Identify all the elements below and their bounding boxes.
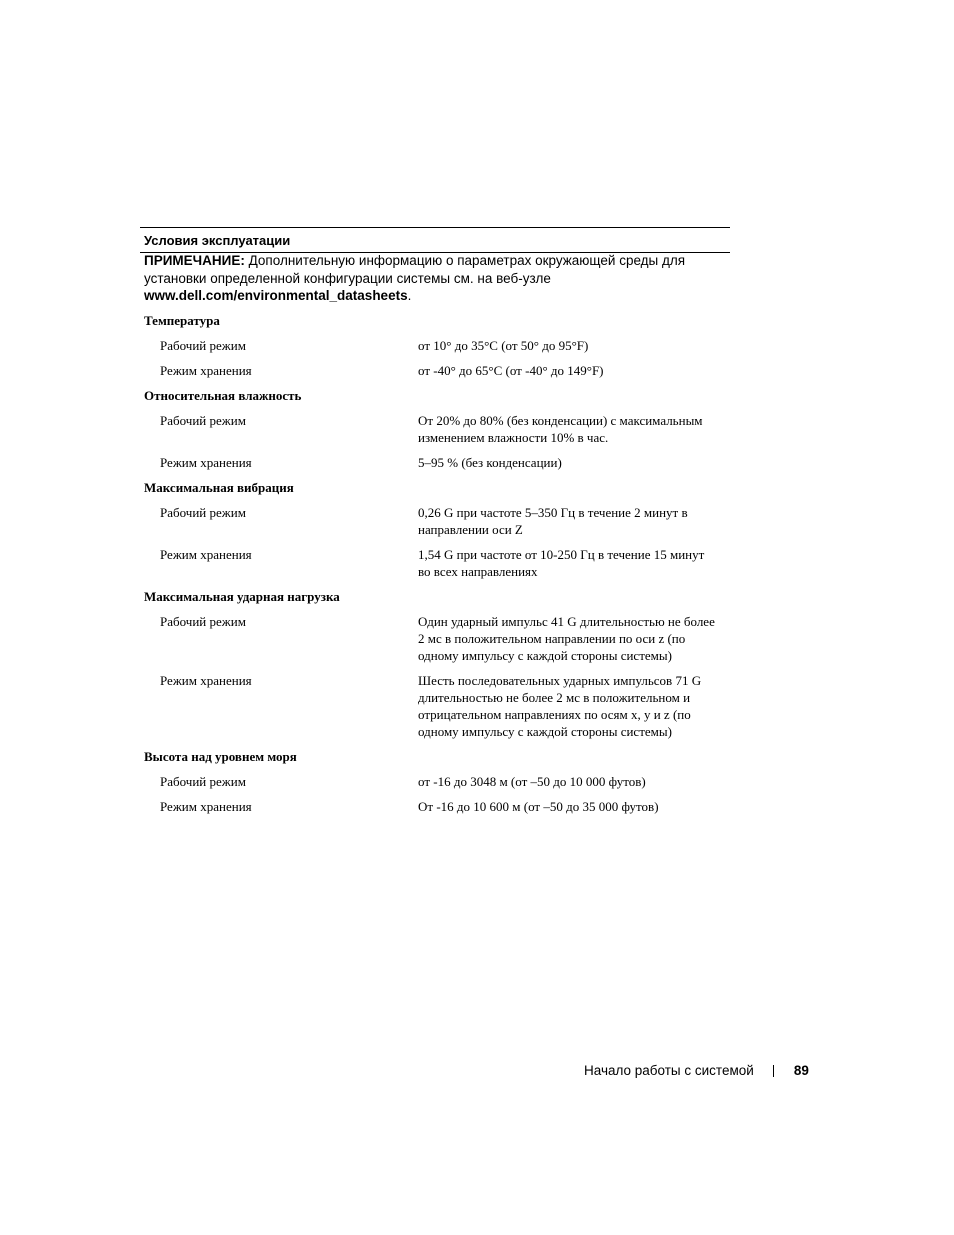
spec-row — [140, 546, 730, 580]
row-label: Рабочий режим — [160, 412, 246, 428]
row-label: Режим хранения — [160, 672, 252, 688]
row-value: от -16 до 3048 м (от –50 до 10 000 футов) — [418, 773, 646, 789]
row-value: 5–95 % (без конденсации) — [418, 454, 562, 470]
row-value: От -16 до 10 600 м (от –50 до 35 000 футов) — [418, 798, 659, 814]
environment-spec-table — [140, 227, 730, 823]
spec-row — [140, 504, 730, 538]
row-label: Режим хранения — [160, 362, 252, 378]
row-label: Режим хранения — [160, 798, 252, 814]
row-label: Рабочий режим — [160, 613, 246, 629]
footer-separator — [773, 1065, 774, 1077]
row-label: Рабочий режим — [160, 504, 246, 520]
row-value: 0,26 G при частоте 5–350 Гц в течение 2 минут в направлении оси Z — [418, 504, 688, 537]
spec-row — [140, 773, 730, 790]
note-end: . — [407, 288, 412, 303]
spec-row — [140, 362, 730, 379]
row-label: Режим хранения — [160, 546, 252, 562]
row-value: Один ударный импульс 41 G длительностью не более 2 мс в положительном направлении по оси z (по одному импульсу с каждой стороны системы) — [418, 613, 715, 663]
row-value: От 20% до 80% (без конденсации) с максимальным изменением влажности 10% в час. — [418, 412, 703, 445]
spec-row — [140, 454, 730, 471]
group-title-humidity: Относительная влажность — [144, 387, 302, 403]
note-text: Дополнительную информацию о параметрах окружающей среды для установки определенной конфигурации системы см. на веб-узле — [144, 253, 686, 286]
group-title-shock: Максимальная ударная нагрузка — [144, 588, 340, 604]
group-title-altitude: Высота над уровнем моря — [144, 748, 297, 764]
note-label: ПРИМЕЧАНИЕ: — [144, 253, 245, 268]
row-label: Рабочий режим — [160, 773, 246, 789]
group-title-vibration: Максимальная вибрация — [144, 479, 294, 495]
row-label: Рабочий режим — [160, 337, 246, 353]
spec-row — [140, 337, 730, 354]
page-footer — [584, 1062, 809, 1079]
datasheets-link[interactable]: www.dell.com/environmental_datasheets — [144, 288, 408, 303]
section-title: Условия эксплуатации — [144, 233, 291, 248]
row-label: Режим хранения — [160, 454, 252, 470]
group-title-temperature: Температура — [144, 312, 220, 328]
note — [140, 252, 730, 305]
footer-chapter-title: Начало работы с системой — [584, 1063, 754, 1078]
row-value: от 10° до 35°C (от 50° до 95°F) — [418, 337, 589, 353]
row-value: Шесть последовательных ударных импульсов 71 G длительностью не более 2 мс в положительном и отрицательном направлениях по осям x, y и z (по одному импульсу с каждой стороны системы) — [418, 672, 702, 739]
row-value: от -40° до 65°C (от -40° до 149°F) — [418, 362, 604, 378]
spec-row — [140, 672, 730, 740]
page-number: 89 — [793, 1063, 809, 1078]
spec-groups — [140, 312, 730, 815]
spec-row — [140, 613, 730, 664]
spec-row — [140, 798, 730, 815]
spec-row — [140, 412, 730, 446]
row-value: 1,54 G при частоте от 10-250 Гц в течение 15 минут во всех направлениях — [418, 546, 705, 579]
